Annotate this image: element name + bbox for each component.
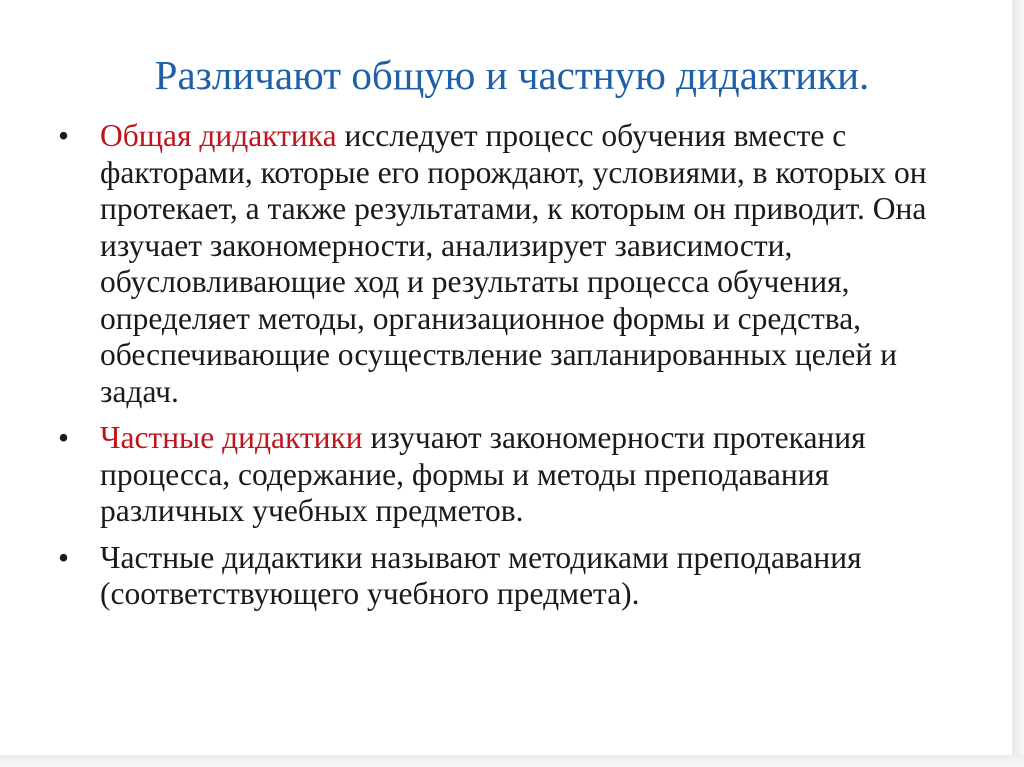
bullet-list <box>58 118 958 623</box>
bullet-item-methodologies <box>58 540 958 613</box>
bullet-mark: • <box>58 420 70 455</box>
bullet-item-private-didactics <box>58 420 958 530</box>
bullet-highlight: Частные дидактики <box>100 420 363 455</box>
slide-edge-shadow-right <box>1012 0 1024 767</box>
bullet-text: Частные дидактики называют методиками преподавания (соответствующего учебного предмета). <box>100 539 862 611</box>
bullet-text: исследует процесс обучения вместе с факторами, которые его порождают, условиями, в которых он протекает, а также результатами, к которым он приводит. Она изучает закономерности, анализирует зависимости, обусловливающие ход и результаты процесса обучения, определяет методы, организационное формы и средства, обеспечивающие осуществление запланированных целей и задач. <box>100 118 927 409</box>
bullet-text: изучают закономерности протекания процесса, содержание, формы и методы преподавания различных учебных предметов. <box>100 420 866 528</box>
slide-title: Различают общую и частную дидактики. <box>154 52 870 98</box>
bullet-highlight: Общая дидактика <box>100 118 337 153</box>
bullet-item-general-didactics <box>58 118 958 410</box>
bullet-mark: • <box>58 118 70 153</box>
bullet-mark: • <box>58 539 70 575</box>
slide-edge-shadow-bottom <box>0 755 1024 767</box>
